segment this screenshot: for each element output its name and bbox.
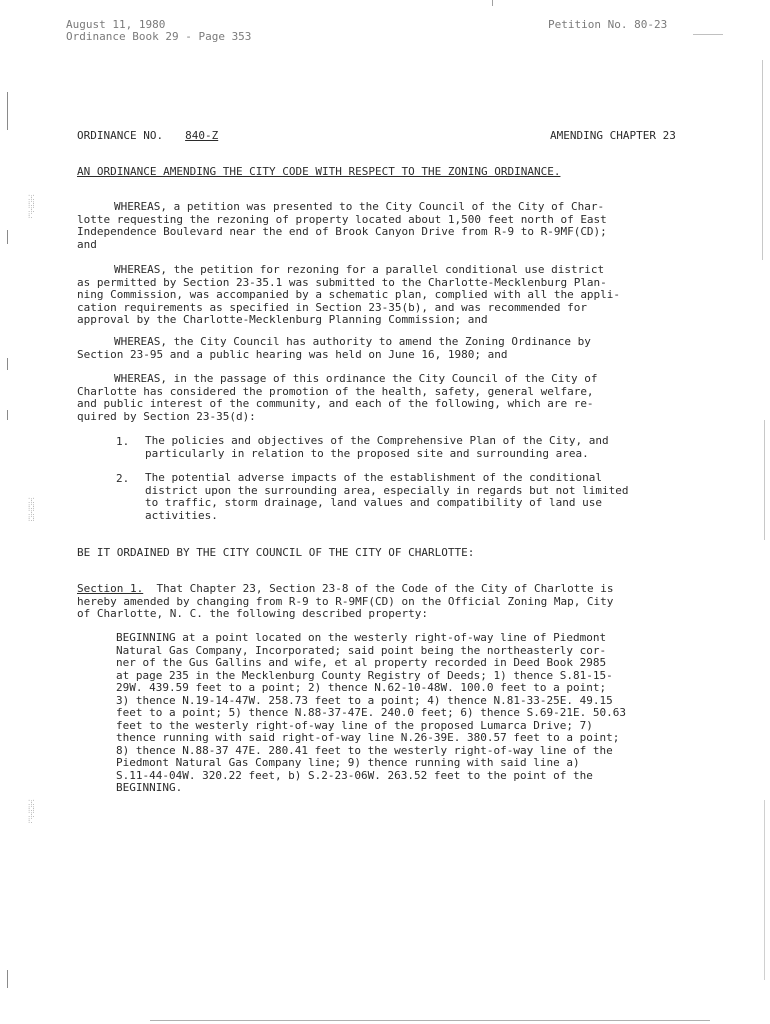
whereas-paragraph-2: WHEREAS, the petition for rezoning for a parallel conditional use district as permitted by Section 23-35.1 was submitted to the Charlotte-Mecklenburg Plan- ning Commission, was accompanied by a schematic plan, complied with all the appli- cation requirements as specified in Section 23-35(b), and was recommended for approval by the Charlotte-Mecklenburg Planning Commission; and [77,263,621,326]
ordinance-title: AN ORDINANCE AMENDING THE CITY CODE WITH RESPECT TO THE ZONING ORDINANCE. [77,165,561,178]
ordinance-book-page: Ordinance Book 29 - Page 353 [66,30,252,43]
scan-margin-mark [492,0,493,6]
list-item: The potential adverse impacts of the establishment of the conditional district upon the surrounding area, especially in regards but not limited to traffic, storm drainage, land values and compatibility of land use activities. [145,471,629,522]
scan-margin-mark [7,410,8,420]
section-1-text: That Chapter 23, Section 23-8 of the Code of the City of Charlotte is hereby amended by changing from R-9 to R-9MF(CD) on the Official Zoning Map, City of Charlotte, N. C. the following described property: [77,582,614,620]
petition-number: Petition No. 80-23 [548,18,668,31]
ordinance-number: 840-Z [185,129,219,142]
scan-margin-mark [764,800,765,980]
list-item-number: 1. [116,435,130,448]
legal-description: BEGINNING at a point located on the westerly right-of-way line of Piedmont Natural Gas Company, Incorporated; said point being the northeasterly cor- ner of the Gus Gallins and wife, et al property recorded in Deed Book 2985 at page 235 in the Mecklenburg County Registry of Deeds; 1) thence S.81-15- 29W. 439.59 feet to a point; 2) thence N.62-10-48W. 100.0 feet to a point; 3) thence N.19-14-47W. 258.73 feet to a point; 4) thence N.81-33-25E. 49.15 feet to a point; 5) thence N.88-37-47E. 240.0 feet; 6) thence S.69-21E. 50.63 feet to the westerly right-of-way line of the proposed Lumarca Drive; 7) thence running with said right-of-way line N.26-39E. 380.57 feet to a point; 8) thence N.88-37 47E. 280.41 feet to the westerly right-of-way line of the Piedmont Natural Gas Company line; 9) thence running with said line a) S.11-44-04W. 320.22 feet, b) S.2-23-06W. 263.52 feet to the point of the BEGINNING. [116,631,626,794]
section-1-label: Section 1. [77,582,144,595]
scan-margin-mark [7,970,8,988]
punch-hole-mark: ⁚⁝⁚ ⁝⁚⁝ ⁚⁝⁚ ⁝⁚⁝ [28,497,35,523]
whereas-paragraph-3: WHEREAS, the City Council has authority to amend the Zoning Ordinance by Section 23-95 and a public hearing was held on June 16, 1980; and [77,335,591,361]
punch-hole-mark: ⁚⁝⁚ ⁝⁚⁝ ⁚⁝⁚ ⁝⁚ [28,194,35,220]
list-item-number: 2. [116,472,130,485]
ordinance-number-label: ORDINANCE NO. [77,129,164,142]
scan-margin-mark [7,230,8,244]
section-1 [77,583,613,621]
enacting-clause: BE IT ORDAINED BY THE CITY COUNCIL OF THE CITY OF CHARLOTTE: [77,546,475,559]
amending-chapter: AMENDING CHAPTER 23 [550,129,676,142]
meeting-date: August 11, 1980 [66,18,166,31]
scan-margin-mark [7,92,8,130]
list-item: The policies and objectives of the Comprehensive Plan of the City, and particularly in relation to the proposed site and surrounding area. [145,434,609,460]
scan-bottom-edge [150,1020,710,1021]
punch-hole-mark: ⁚⁝⁚ ⁝⁚⁝ ⁚⁝⁚ ⁝⁚ [28,799,35,825]
scan-margin-mark [7,358,8,370]
scan-margin-mark [764,420,765,540]
whereas-paragraph-1: WHEREAS, a petition was presented to the City Council of the City of Char- lotte requesting the rezoning of property located about 1,500 feet north of East Independence Boulevard near the end of Brook Canyon Drive from R-9 to R-9MF(CD); and [77,200,607,251]
scan-margin-mark [762,60,763,260]
ordinance-number-line [77,129,291,142]
scan-margin-mark [693,34,723,35]
whereas-paragraph-4: WHEREAS, in the passage of this ordinance the City Council of the City of Charlotte has considered the promotion of the health, safety, general welfare, and public interest of the community, and each of the following, which are re- quired by Section 23-35(d): [77,372,598,423]
